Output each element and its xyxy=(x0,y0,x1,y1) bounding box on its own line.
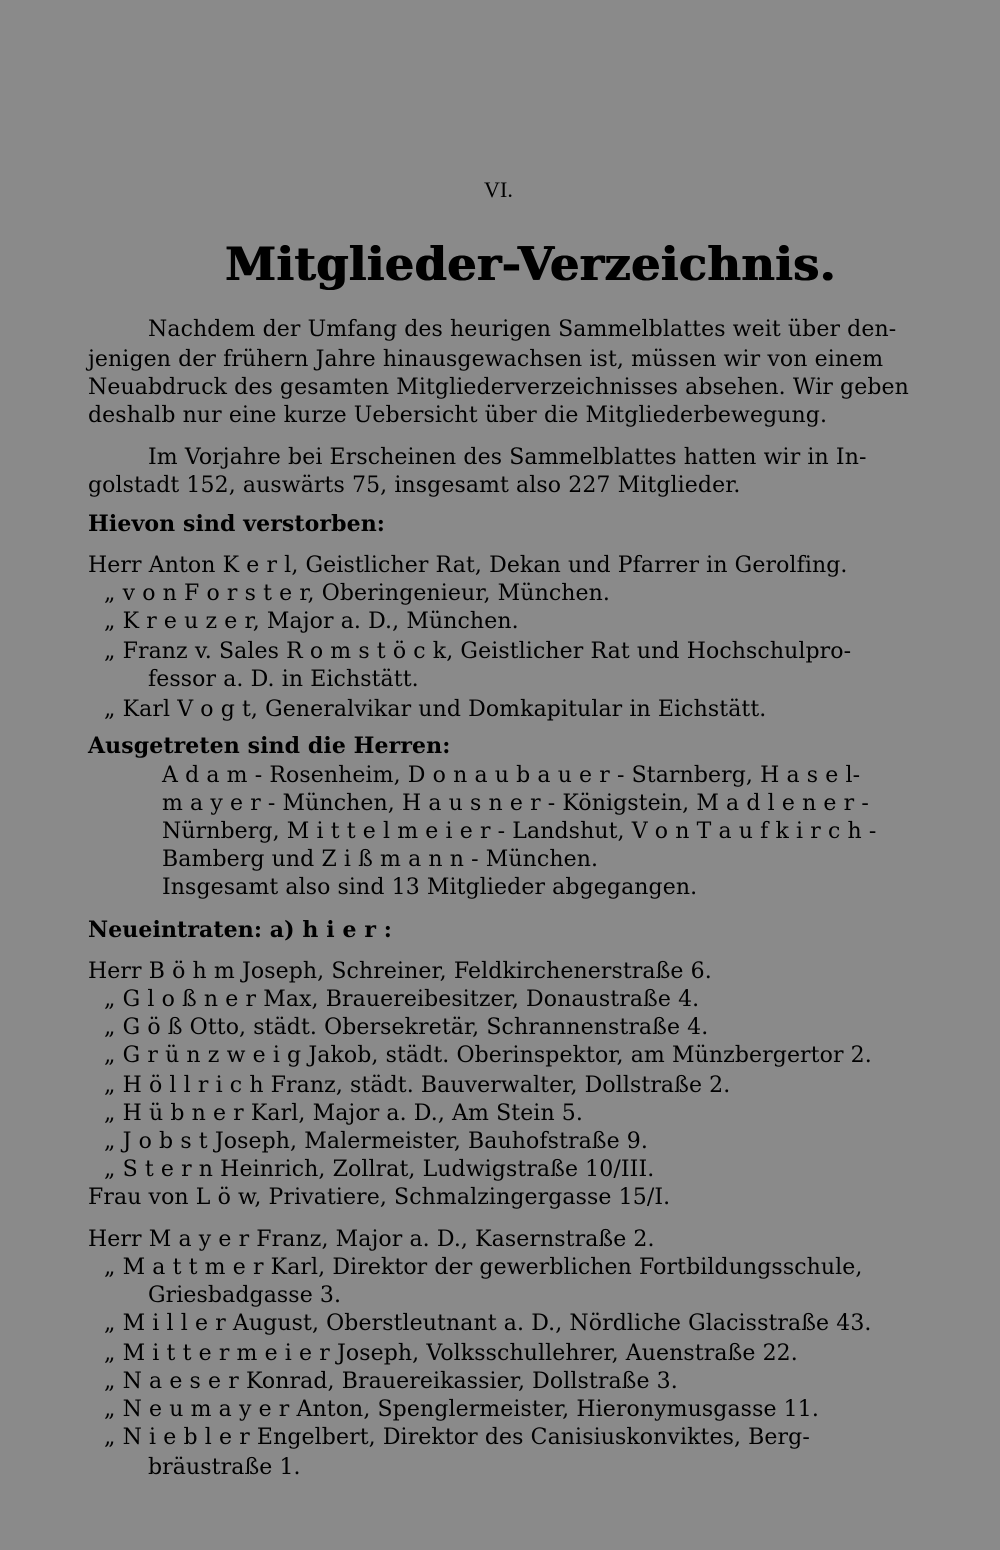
new-member-entry: „ J o b s t Joseph, Malermeister, Bauhofstraße 9. xyxy=(104,1129,648,1154)
resigned-heading: Ausgetreten sind die Herren: xyxy=(88,733,451,759)
new-member-entry: „ S t e r n Heinrich, Zollrat, Ludwigstraße 10/III. xyxy=(104,1157,655,1182)
new-member-entry: „ G l o ß n e r Max, Brauereibesitzer, Donaustraße 4. xyxy=(104,987,700,1012)
resigned-line: m a y e r - München, H a u s n e r - Königstein, M a d l e n e r - xyxy=(162,791,869,816)
new-member-entry: „ H ö l l r i c h Franz, städt. Bauverwalter, Dollstraße 2. xyxy=(104,1073,731,1098)
page-title: Mitglieder-Verzeichnis. xyxy=(225,237,837,291)
deceased-entry: „ K r e u z e r, Major a. D., München. xyxy=(104,609,519,634)
deceased-entry: „ Karl V o g t, Generalvikar und Domkapitular in Eichstätt. xyxy=(104,697,767,722)
deceased-entry: „ v o n F o r s t e r, Oberingenieur, München. xyxy=(104,581,611,606)
new-member-entry: Griesbadgasse 3. xyxy=(148,1283,342,1308)
resigned-line: Bamberg und Z i ß m a n n - München. xyxy=(162,847,599,872)
new-member-entry: Herr B ö h m Joseph, Schreiner, Feldkirchenerstraße 6. xyxy=(88,959,712,984)
intro-line: Nachdem der Umfang des heurigen Sammelblattes weit über den- xyxy=(148,317,897,342)
deceased-entry: fessor a. D. in Eichstätt. xyxy=(148,667,419,692)
deceased-entry: Herr Anton K e r l, Geistlicher Rat, Dekan und Pfarrer in Gerolfing. xyxy=(88,553,848,578)
intro-line: Neuabdruck des gesamten Mitgliederverzeichnisses absehen. Wir geben xyxy=(88,375,909,400)
new-member-entry: „ G r ü n z w e i g Jakob, städt. Oberinspektor, am Münzbergertor 2. xyxy=(104,1043,872,1068)
new-member-entry: „ N i e b l e r Engelbert, Direktor des Canisiuskonviktes, Berg- xyxy=(104,1425,810,1450)
new-member-entry: bräustraße 1. xyxy=(148,1455,301,1480)
resigned-line: Insgesamt also sind 13 Mitglieder abgegangen. xyxy=(162,875,698,900)
new-member-entry: „ M a t t m e r Karl, Direktor der gewerblichen Fortbildungsschule, xyxy=(104,1255,863,1280)
new-member-entry: „ M i t t e r m e i e r Joseph, Volksschullehrer, Auenstraße 22. xyxy=(104,1341,798,1366)
prev-year-line: Im Vorjahre bei Erscheinen des Sammelblattes hatten wir in In- xyxy=(148,445,867,470)
prev-year-line: golstadt 152, auswärts 75, insgesamt also 227 Mitglieder. xyxy=(88,473,741,498)
intro-line: deshalb nur eine kurze Uebersicht über die Mitgliederbewegung. xyxy=(88,403,828,428)
resigned-line: A d a m - Rosenheim, D o n a u b a u e r - Starnberg, H a s e l- xyxy=(162,763,861,788)
new-member-entry: Frau von L ö w, Privatiere, Schmalzingergasse 15/I. xyxy=(88,1185,671,1210)
deceased-heading: Hievon sind verstorben: xyxy=(88,511,386,537)
resigned-line: Nürnberg, M i t t e l m e i e r - Landshut, V o n T a u f k i r c h - xyxy=(162,819,877,844)
section-numeral: VI. xyxy=(484,177,514,202)
intro-line: jenigen der frühern Jahre hinausgewachsen ist, müssen wir von einem xyxy=(88,347,884,372)
new-member-entry: „ M i l l e r August, Oberstleutnant a. D., Nördliche Glacisstraße 43. xyxy=(104,1311,872,1336)
new-member-entry: „ N e u m a y e r Anton, Spenglermeister, Hieronymusgasse 11. xyxy=(104,1397,819,1422)
new-member-entry: Herr M a y e r Franz, Major a. D., Kasernstraße 2. xyxy=(88,1227,655,1252)
deceased-entry: „ Franz v. Sales R o m s t ö c k, Geistlicher Rat und Hochschulpro- xyxy=(104,639,852,664)
new-member-entry: „ H ü b n e r Karl, Major a. D., Am Stein 5. xyxy=(104,1101,584,1126)
new-member-entry: „ N a e s e r Konrad, Brauereikassier, Dollstraße 3. xyxy=(104,1369,678,1394)
new-members-heading: Neueintraten: a) h i e r : xyxy=(88,917,393,943)
new-member-entry: „ G ö ß Otto, städt. Obersekretär, Schrannenstraße 4. xyxy=(104,1015,709,1040)
